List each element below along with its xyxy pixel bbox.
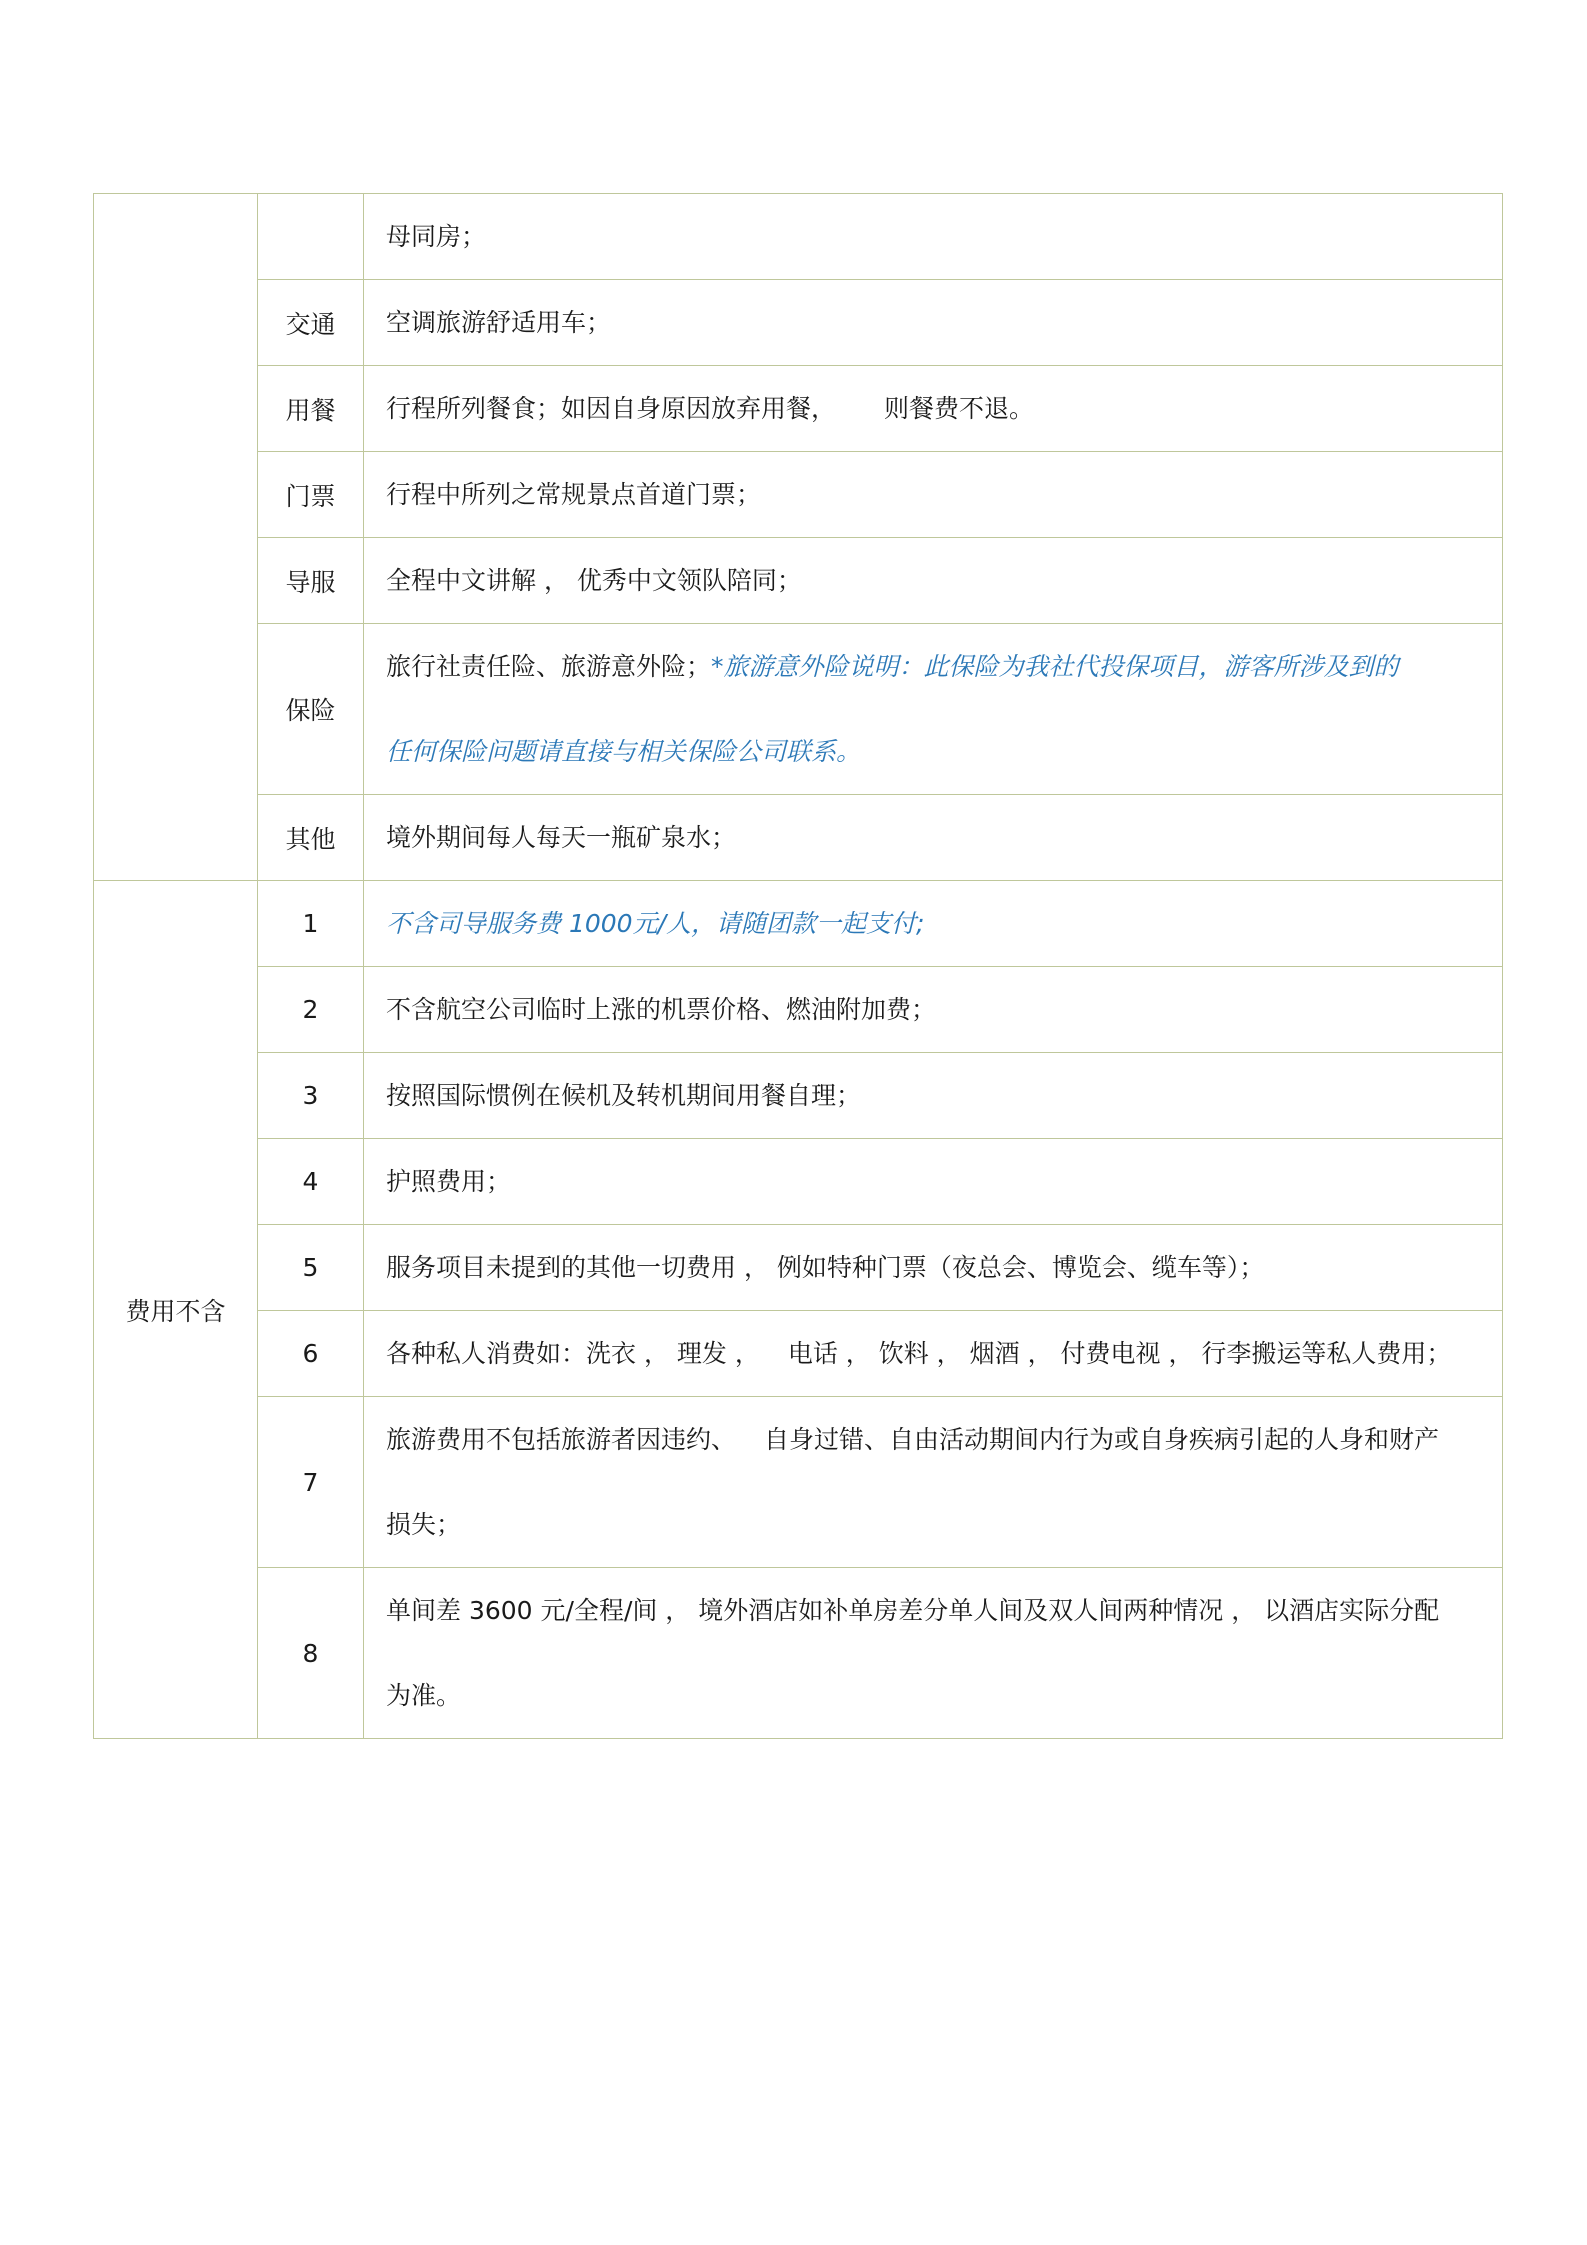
row-content xyxy=(364,1053,1503,1139)
row-content xyxy=(364,366,1503,452)
row-number: 2 xyxy=(258,967,364,1053)
table-row xyxy=(94,1225,1503,1311)
row-label: 用餐 xyxy=(258,366,364,452)
table-row xyxy=(94,1397,1503,1568)
table-row xyxy=(94,280,1503,366)
row-content xyxy=(364,881,1503,967)
row-text: 各种私人消费如：洗衣 ， 理发 ， xyxy=(386,1339,760,1368)
row-content xyxy=(364,967,1503,1053)
table-row xyxy=(94,366,1503,452)
included-category-cell xyxy=(94,194,258,881)
table-row xyxy=(94,194,1503,280)
row-text: 旅行社责任险、旅游意外险； xyxy=(386,652,712,681)
row-text: 母同房； xyxy=(386,222,487,251)
row-label xyxy=(258,194,364,280)
row-content xyxy=(364,624,1503,795)
row-number: 5 xyxy=(258,1225,364,1311)
table-row xyxy=(94,1311,1503,1397)
row-text: 境外期间每人每天一瓶矿泉水； xyxy=(386,823,737,852)
row-content xyxy=(364,1397,1503,1568)
row-text: 护照费用； xyxy=(386,1167,512,1196)
row-text: 单间差 3600 元/全程/间 ， 境外酒店如补单房差分单人间及双人间两种情况 ， 以酒店实际分配 xyxy=(386,1596,1440,1625)
table-row xyxy=(94,967,1503,1053)
table-row xyxy=(94,1053,1503,1139)
insurance-note: *旅游意外险说明：此保险为我社代投保项目，游客所涉及到的 xyxy=(711,652,1399,681)
itinerary-fee-table xyxy=(93,193,1503,1739)
insurance-note-cont: 任何保险问题请直接与相关保险公司联系。 xyxy=(386,737,862,766)
row-text: 服务项目未提到的其他一切费用 ， 例如特种门票（夜总会、博览会、缆车等）； xyxy=(386,1253,1265,1282)
excluded-category-label: 费用不含 xyxy=(94,881,258,1739)
row-content xyxy=(364,194,1503,280)
row-text-line2: 为准。 xyxy=(386,1681,462,1710)
row-number: 7 xyxy=(258,1397,364,1568)
row-text-cont: 电话 ， 饮料 ， 烟酒 ， 付费电视 ， 行李搬运等私人费用； xyxy=(787,1339,1452,1368)
row-text: 全程中文讲解 ， 优秀中文领队陪同； xyxy=(386,566,802,595)
table-row xyxy=(94,538,1503,624)
row-text: 空调旅游舒适用车； xyxy=(386,308,612,337)
row-text: 行程中所列之常规景点首道门票； xyxy=(386,480,762,509)
row-text: 行程所列餐食；如因自身原因放弃用餐， xyxy=(386,394,837,423)
table-row xyxy=(94,795,1503,881)
row-label: 导服 xyxy=(258,538,364,624)
table-row xyxy=(94,881,1503,967)
row-text-cont: 自身过错、自由活动期间内行为或自身疾病引起的人身和财产 xyxy=(764,1425,1440,1454)
row-content xyxy=(364,1311,1503,1397)
row-label: 保险 xyxy=(258,624,364,795)
row-label: 其他 xyxy=(258,795,364,881)
row-text: 旅游费用不包括旅游者因违约、 xyxy=(386,1425,737,1454)
row-content xyxy=(364,538,1503,624)
table-row xyxy=(94,452,1503,538)
row-number: 8 xyxy=(258,1568,364,1739)
row-text-cont: 则餐费不退。 xyxy=(884,394,1035,423)
row-text: 按照国际惯例在候机及转机期间用餐自理； xyxy=(386,1081,862,1110)
row-content xyxy=(364,1568,1503,1739)
row-content xyxy=(364,795,1503,881)
row-content xyxy=(364,280,1503,366)
row-label: 交通 xyxy=(258,280,364,366)
table-row xyxy=(94,1139,1503,1225)
row-text-line2: 损失； xyxy=(386,1510,462,1539)
row-text: 不含司导服务费 1000元/人，请随团款一起支付; xyxy=(386,909,925,938)
row-number: 1 xyxy=(258,881,364,967)
row-number: 4 xyxy=(258,1139,364,1225)
row-content xyxy=(364,1225,1503,1311)
row-number: 3 xyxy=(258,1053,364,1139)
table-row xyxy=(94,1568,1503,1739)
row-content xyxy=(364,1139,1503,1225)
table-row xyxy=(94,624,1503,795)
row-content xyxy=(364,452,1503,538)
row-text: 不含航空公司临时上涨的机票价格、燃油附加费； xyxy=(386,995,937,1024)
row-label: 门票 xyxy=(258,452,364,538)
row-number: 6 xyxy=(258,1311,364,1397)
